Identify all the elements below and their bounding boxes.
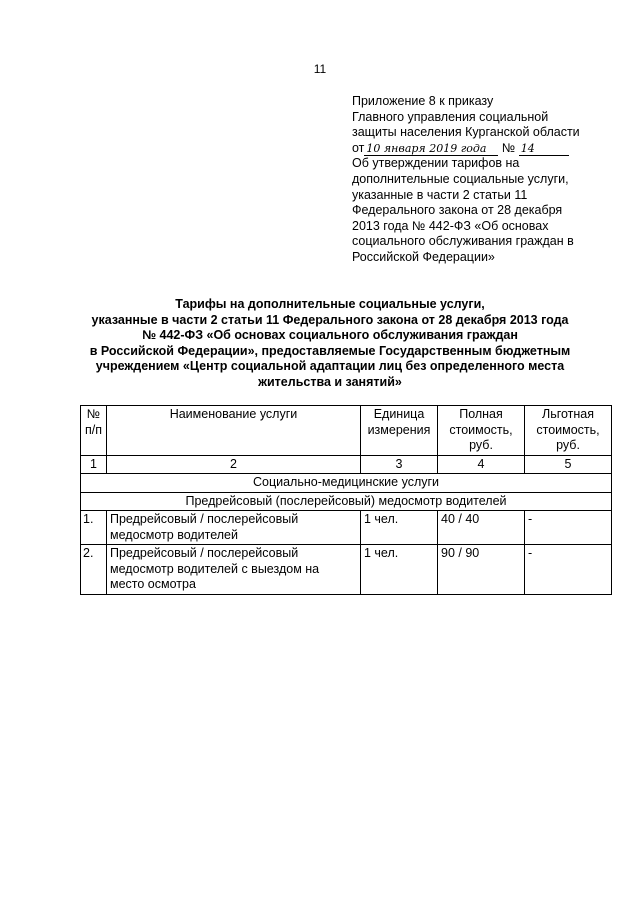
appendix-line: Главного управления социальной bbox=[352, 109, 549, 124]
header-num: № п/п bbox=[81, 406, 107, 456]
header-discount-cost: Льготная стоимость, руб. bbox=[525, 406, 612, 456]
title-line: указанные в части 2 статьи 11 Федерального закона от 28 декабря 2013 года bbox=[91, 312, 569, 327]
header-service-name: Наименование услуги bbox=[107, 406, 361, 456]
handwritten-date: 10 января 2019 года bbox=[364, 143, 498, 156]
column-number: 4 bbox=[438, 455, 525, 474]
column-number: 2 bbox=[107, 455, 361, 474]
appendix-date-line bbox=[352, 141, 612, 157]
column-numbers-row bbox=[81, 455, 612, 474]
row-unit: 1 чел. bbox=[361, 511, 438, 545]
row-service-name: Предрейсовый / послерейсовый медосмотр водителей с выездом на место осмотра bbox=[107, 545, 361, 595]
appendix-subject-line: дополнительные социальные услуги, bbox=[352, 171, 569, 186]
appendix-line: Приложение 8 к приказу bbox=[352, 94, 494, 108]
appendix-subject-line: 2013 года № 442-ФЗ «Об основах bbox=[352, 218, 549, 233]
row-num: 2. bbox=[81, 545, 107, 595]
appendix-subject-line: указанные в части 2 статьи 11 bbox=[352, 187, 528, 202]
row-discount-cost: - bbox=[525, 545, 612, 595]
row-unit: 1 чел. bbox=[361, 545, 438, 595]
row-num: 1. bbox=[81, 511, 107, 545]
appendix-subject-line: Российской Федерации» bbox=[352, 249, 495, 264]
subsection-title: Предрейсовый (послерейсовый) медосмотр водителей bbox=[81, 492, 612, 511]
title-line: учреждением «Центр социальной адаптации лиц без определенного места bbox=[95, 359, 565, 374]
title-line: жительства и занятий» bbox=[258, 374, 402, 389]
table-header-row bbox=[81, 406, 612, 456]
header-unit: Единица измерения bbox=[361, 406, 438, 456]
date-prefix: от bbox=[352, 140, 365, 155]
page-number: 11 bbox=[313, 62, 327, 76]
row-discount-cost: - bbox=[525, 511, 612, 545]
title-line: Тарифы на дополнительные социальные услуги, bbox=[175, 297, 485, 311]
appendix-line: защиты населения Курганской области bbox=[352, 125, 580, 140]
header-full-cost: Полная стоимость, руб. bbox=[438, 406, 525, 456]
row-service-name: Предрейсовый / послерейсовый медосмотр водителей bbox=[107, 511, 361, 545]
appendix-subject-line: Об утверждении тарифов на bbox=[352, 156, 520, 171]
tariffs-table bbox=[80, 405, 612, 595]
column-number: 1 bbox=[81, 455, 107, 474]
number-prefix: № bbox=[501, 140, 516, 155]
subsection-row bbox=[81, 492, 612, 511]
row-full-cost: 40 / 40 bbox=[438, 511, 525, 545]
section-title: Социально-медицинские услуги bbox=[81, 474, 612, 493]
handwritten-number: 14 bbox=[519, 143, 569, 156]
appendix-block bbox=[352, 94, 612, 266]
table-row bbox=[81, 545, 612, 595]
row-full-cost: 90 / 90 bbox=[438, 545, 525, 595]
column-number: 5 bbox=[525, 455, 612, 474]
document-title bbox=[60, 297, 600, 391]
title-line: в Российской Федерации», предоставляемые Государственным бюджетным bbox=[89, 343, 571, 358]
appendix-subject-line: Федерального закона от 28 декабря bbox=[352, 203, 563, 218]
section-row bbox=[81, 474, 612, 493]
column-number: 3 bbox=[361, 455, 438, 474]
appendix-subject-line: социального обслуживания граждан в bbox=[352, 234, 574, 249]
table-row bbox=[81, 511, 612, 545]
title-line: № 442-ФЗ «Об основах социального обслуживания граждан bbox=[142, 328, 518, 343]
